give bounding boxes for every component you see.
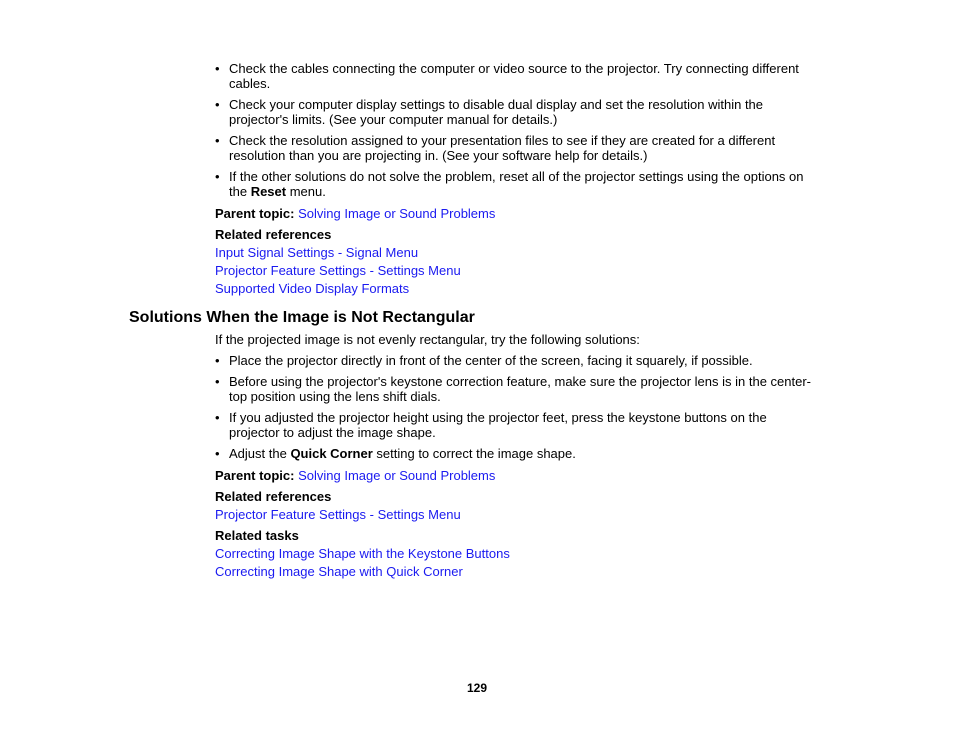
list-item-text-start: Adjust the: [229, 446, 291, 461]
reset-menu-name: Reset: [250, 184, 287, 199]
parent-topic-link[interactable]: Solving Image or Sound Problems: [298, 468, 496, 483]
list-item: [215, 410, 820, 440]
list-item: [215, 507, 820, 522]
list-item-text-end: setting to correct the image shape.: [372, 446, 576, 461]
list-item: [215, 133, 820, 163]
related-tasks-list: [215, 546, 820, 579]
parent-topic-label: Parent topic:: [215, 468, 295, 483]
list-item: [215, 564, 820, 579]
related-references-heading: Related references: [215, 489, 332, 504]
related-references-heading: Related references: [215, 227, 332, 242]
related-reference-link[interactable]: Projector Feature Settings - Settings Menu: [215, 263, 461, 278]
list-item: [215, 263, 820, 278]
section-2-bullet-list: [215, 353, 820, 461]
related-references-list: [215, 507, 820, 522]
section-1-bullet-list: [215, 61, 820, 199]
bullet-icon: •: [215, 169, 220, 184]
list-item-text: Before using the projector's keystone correction feature, make sure the projector lens is in the center-top position using the lens shift dials.: [229, 374, 811, 404]
related-references-list: [215, 245, 820, 296]
list-item: [215, 281, 820, 296]
list-item-text: Check the cables connecting the computer or video source to the projector. Try connecting different cables.: [229, 61, 799, 91]
bullet-icon: •: [215, 374, 220, 389]
list-item: [215, 245, 820, 260]
list-item: [215, 169, 820, 199]
bullet-icon: •: [215, 446, 220, 461]
list-item: [215, 353, 820, 368]
list-item-text: Place the projector directly in front of the center of the screen, facing it squarely, if possible.: [229, 353, 753, 368]
section-2-content: [215, 332, 820, 582]
related-reference-link[interactable]: Projector Feature Settings - Settings Menu: [215, 507, 461, 522]
bullet-icon: •: [215, 410, 220, 425]
related-task-link[interactable]: Correcting Image Shape with Quick Corner: [215, 564, 463, 579]
list-item: [215, 446, 820, 461]
bullet-icon: •: [215, 61, 220, 76]
list-item-text-start: If the other solutions do not solve the problem, reset all of the projector settings using the options on the: [229, 169, 804, 199]
parent-topic-link[interactable]: Solving Image or Sound Problems: [298, 206, 496, 221]
list-item: [215, 546, 820, 561]
list-item: [215, 97, 820, 127]
related-reference-link[interactable]: Supported Video Display Formats: [215, 281, 410, 296]
page-number: 129: [466, 681, 488, 695]
related-reference-link[interactable]: Input Signal Settings - Signal Menu: [215, 245, 419, 260]
list-item: [215, 374, 820, 404]
parent-topic: [215, 206, 820, 221]
parent-topic: [215, 468, 820, 483]
section-intro: If the projected image is not evenly rectangular, try the following solutions:: [215, 332, 640, 347]
bullet-icon: •: [215, 353, 220, 368]
list-item-text-end: menu.: [286, 184, 326, 199]
list-item-text: If you adjusted the projector height using the projector feet, press the keystone buttons on the projector to adjust the image shape.: [229, 410, 767, 440]
bullet-icon: •: [215, 97, 220, 112]
section-1-content: [215, 61, 820, 299]
parent-topic-label: Parent topic:: [215, 206, 295, 221]
section-heading: Solutions When the Image is Not Rectangular: [129, 309, 475, 326]
list-item: [215, 61, 820, 91]
bullet-icon: •: [215, 133, 220, 148]
list-item-text: Check the resolution assigned to your presentation files to see if they are created for a different resolution than you are projecting in. (See your software help for details.): [229, 133, 776, 163]
related-task-link[interactable]: Correcting Image Shape with the Keystone Buttons: [215, 546, 510, 561]
list-item-text: Check your computer display settings to disable dual display and set the resolution within the projector's limits. (See your computer manual for details.): [229, 97, 764, 127]
quick-corner-setting-name: Quick Corner: [290, 446, 373, 461]
related-tasks-heading: Related tasks: [215, 528, 299, 543]
